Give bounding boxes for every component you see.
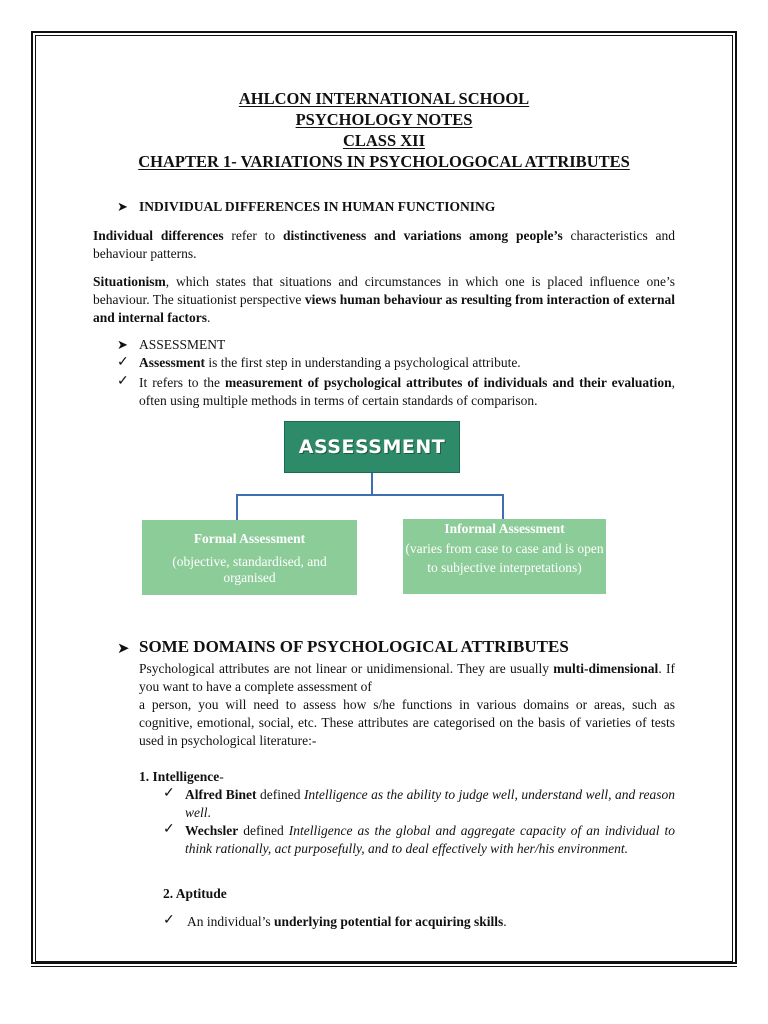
assessment-point-1: [139, 355, 521, 371]
text-span: It refers to the: [139, 375, 225, 390]
text-span: -: [219, 769, 224, 784]
term-binet: Alfred Binet: [185, 787, 257, 802]
text-span: Intelligence as the ability to judge well, understand well, and reason well: [185, 787, 675, 820]
term-assessment: Assessment: [139, 355, 205, 370]
chapter-title: CHAPTER 1- VARIATIONS IN PSYCHOLOGOCAL ATTRIBUTES: [138, 152, 630, 171]
formal-assessment-box: [142, 520, 357, 595]
formal-assessment-desc: (objective, standardised, and organised: [172, 554, 327, 585]
text-span: is the first step in understanding a psychological attribute.: [205, 355, 521, 370]
aptitude-definition: [187, 914, 507, 930]
checkmark-icon: ✓: [163, 822, 175, 837]
text-span: Psychological attributes are not linear or unidimensional. They are usually: [139, 661, 554, 676]
text-span: An individual’s: [187, 914, 274, 929]
term-measurement: measurement of psychological attributes of individuals and their evaluation: [224, 375, 672, 390]
informal-assessment-title: Informal Assessment: [444, 521, 565, 536]
term-multidimensional: multi-dimensional: [553, 661, 659, 676]
formal-assessment-title: Formal Assessment: [193, 531, 306, 546]
diagram-connector: [371, 473, 373, 495]
paragraph-domains-continued: a person, you will need to assess how s/he functions in various domains or areas, such as cognitive, emotional, social, etc. These attributes are categorised on the basis of varieties of tests used in psychological literature:-: [139, 697, 675, 748]
paragraph-domains: [139, 660, 675, 750]
informal-assessment-desc: (varies from case to case and is open: [405, 541, 604, 556]
informal-assessment-box: [403, 519, 606, 594]
school-name: AHLCON INTERNATIONAL SCHOOL: [238, 89, 530, 108]
term-individual-differences: Individual differences: [93, 228, 224, 243]
paragraph-individual-differences: [93, 227, 675, 263]
text-span: , often using multiple methods in terms of certain standards of comparison.: [139, 375, 676, 408]
arrow-bullet-icon: ➤: [117, 199, 128, 214]
text-span: refer to: [223, 228, 283, 243]
text-span: defined: [238, 823, 289, 838]
text-span: .: [503, 914, 507, 929]
checkmark-icon: ✓: [163, 913, 175, 928]
diagram-connector: [236, 494, 238, 520]
text-span: . If you want to have a complete assessment of: [139, 661, 675, 694]
term-underlying-potential: underlying potential for acquiring skills: [274, 914, 504, 929]
diagram-connector: [236, 494, 504, 496]
text-span: , which states that situations and circumstances in which one is placed influence one’s behaviour. The situationist perspective: [93, 274, 675, 307]
text-span: .: [207, 310, 211, 325]
text-span: 1. Intelligence: [139, 769, 220, 784]
wechsler-definition: [185, 822, 675, 858]
class-label: CLASS XII: [342, 131, 426, 150]
section-heading-assessment: ASSESSMENT: [139, 337, 226, 352]
section-heading-individual-differences: INDIVIDUAL DIFFERENCES IN HUMAN FUNCTIONING: [139, 199, 496, 214]
diagram-connector: [502, 494, 504, 519]
paragraph-situationism: [93, 273, 675, 327]
notes-title: PSYCHOLOGY NOTES: [295, 110, 473, 129]
checkmark-icon: ✓: [117, 355, 129, 370]
assessment-point-2: [139, 374, 675, 410]
term-situationism: Situationism: [93, 274, 166, 289]
text-span: defined: [256, 787, 304, 802]
checkmark-icon: ✓: [117, 374, 129, 389]
binet-definition: [185, 786, 675, 822]
text-span: characteristics and behaviour patterns.: [93, 228, 676, 261]
text-span: .: [207, 805, 211, 820]
informal-assessment-desc-2: to subjective interpretations): [427, 560, 582, 575]
text-span: Intelligence as the global and aggregate capacity of an individual to think rationally, act purposefully, and to deal effectively with her/his environment.: [185, 823, 675, 856]
page-border-bottom-line: [31, 966, 737, 967]
aptitude-heading: 2. Aptitude: [163, 886, 227, 901]
term-distinctiveness: distinctiveness and variations among people’s: [282, 228, 563, 243]
intelligence-heading: [139, 769, 224, 785]
arrow-bullet-icon: ➤: [117, 337, 128, 352]
section-heading-domains: SOME DOMAINS OF PSYCHOLOGICAL ATTRIBUTES: [139, 637, 569, 656]
term-wechsler: Wechsler: [185, 823, 239, 838]
term-interaction: views human behaviour as resulting from interaction of external and internal factors: [93, 292, 676, 325]
arrow-bullet-icon: ➤: [117, 641, 130, 657]
assessment-root-label: ASSESSMENT: [298, 436, 446, 458]
checkmark-icon: ✓: [163, 786, 175, 801]
assessment-root-box: [284, 421, 460, 473]
